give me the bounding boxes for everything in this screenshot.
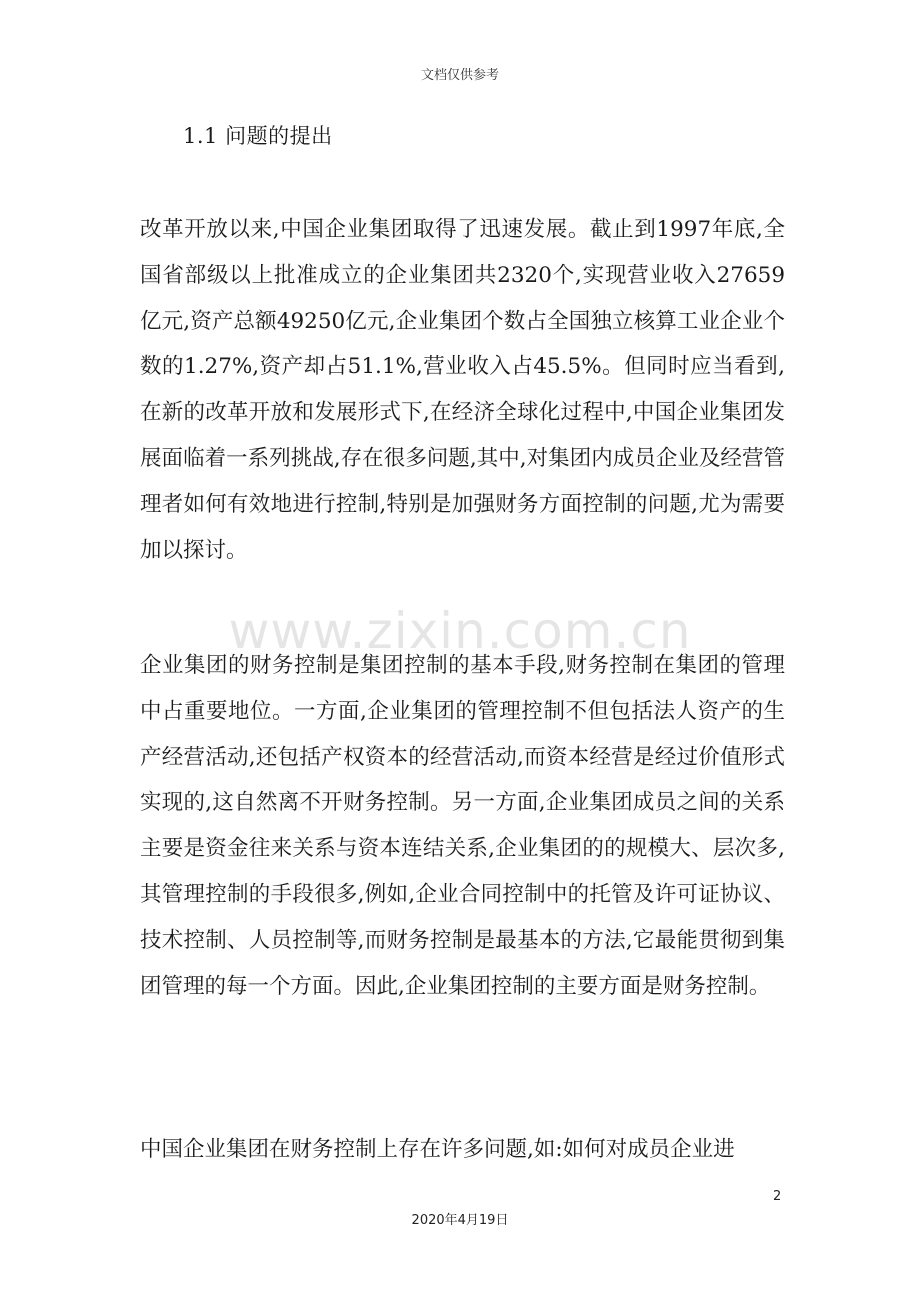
paragraph-1: 改革开放以来,中国企业集团取得了迅速发展。截止到1997年底,全国省部级以上批准成立的企业集团共2320个,实现营业收入27659亿元,资产总额49250亿元,企业集团个数占全国独立核算工业企业个数的1.27%,资产却占51.1%,营业收入占45.5%。但同时应当看到,在新的改革开放和发展形式下,在经济全球化过程中,中国企业集团发展面临着一系列挑战,存在很多问题,其中,对集团内成员企业及经营管理者如何有效地进行控制,特别是加强财务方面控制的问题,尤为需要加以探讨。 <box>140 217 785 563</box>
footer-date: 2020年4月19日 <box>411 1213 509 1228</box>
paragraph-3: 中国企业集团在财务控制上存在许多问题,如:如何对成员企业进 <box>140 1137 735 1162</box>
paragraph-2: 企业集团的财务控制是集团控制的基本手段,财务控制在集团的管理中占重要地位。一方面,企业集团的管理控制不但包括法人资产的生产经营活动,还包括产权资本的经营活动,而资本经营是经过价值形式实现的,这自然离不开财务控制。另一方面,企业集团成员之间的关系主要是资金往来关系与资本连结关系,企业集团的的规模大、层次多,其管理控制的手段很多,例如,企业合同控制中的托管及许可证协议、技术控制、人员控制等,而财务控制是最基本的方法,它最能贯彻到集团管理的每一个方面。因此,企业集团控制的主要方面是财务控制。 <box>140 653 785 999</box>
header-note: 文档仅供参考 <box>420 68 499 83</box>
watermark: www.zixin.com.cn <box>228 602 692 660</box>
page-number: 2 <box>773 1189 782 1204</box>
section-heading: 1.1 问题的提出 <box>183 124 333 148</box>
